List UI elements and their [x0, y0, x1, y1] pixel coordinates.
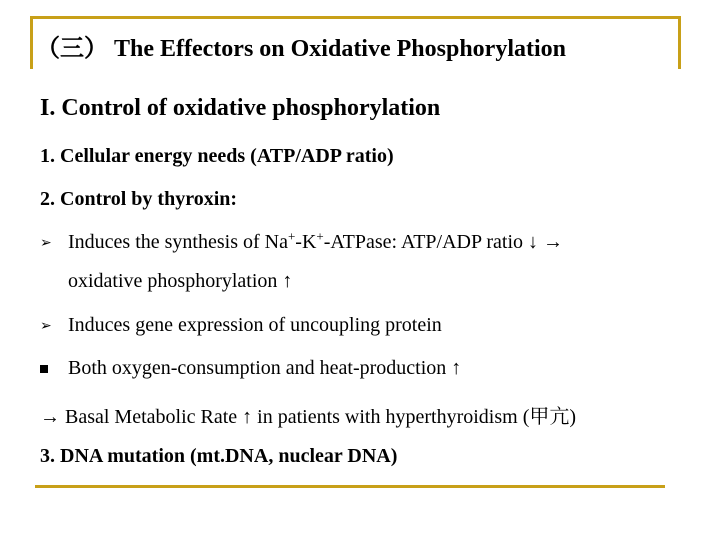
bullet-1-text-a: Induces the synthesis of Na	[68, 231, 288, 253]
bullet-1	[68, 228, 564, 254]
slide-title: （三） The Effectors on Oxidative Phosphorylation	[36, 36, 567, 62]
section-heading: I. Control of oxidative phosphorylation	[40, 95, 441, 121]
bullet-1-sup-2: +	[316, 228, 324, 244]
arrow-bullet-icon: ➢	[40, 319, 52, 334]
bullet-2: Induces gene expression of uncoupling protein	[68, 314, 442, 336]
arrow-bullet-icon: ➢	[40, 236, 52, 251]
item-1: 1. Cellular energy needs (ATP/ADP ratio)	[40, 145, 394, 167]
bullet-1-sup-1: +	[287, 228, 296, 244]
bullet-1-text-c: -ATPase: ATP/ADP ratio ↓ →	[323, 231, 564, 253]
square-bullet-icon	[40, 365, 48, 373]
bullet-1-continuation: oxidative phosphorylation ↑	[68, 270, 293, 292]
bullet-1-text-b: -K	[295, 231, 317, 253]
item-3: 3. DNA mutation (mt.DNA, nuclear DNA)	[40, 445, 398, 467]
bullet-3: Both oxygen-consumption and heat-production ↑	[68, 357, 462, 379]
footer-line	[35, 485, 665, 488]
result-line: → Basal Metabolic Rate ↑ in patients with hyperthyroidism (甲亢)	[40, 406, 577, 428]
item-2: 2. Control by thyroxin:	[40, 188, 238, 210]
